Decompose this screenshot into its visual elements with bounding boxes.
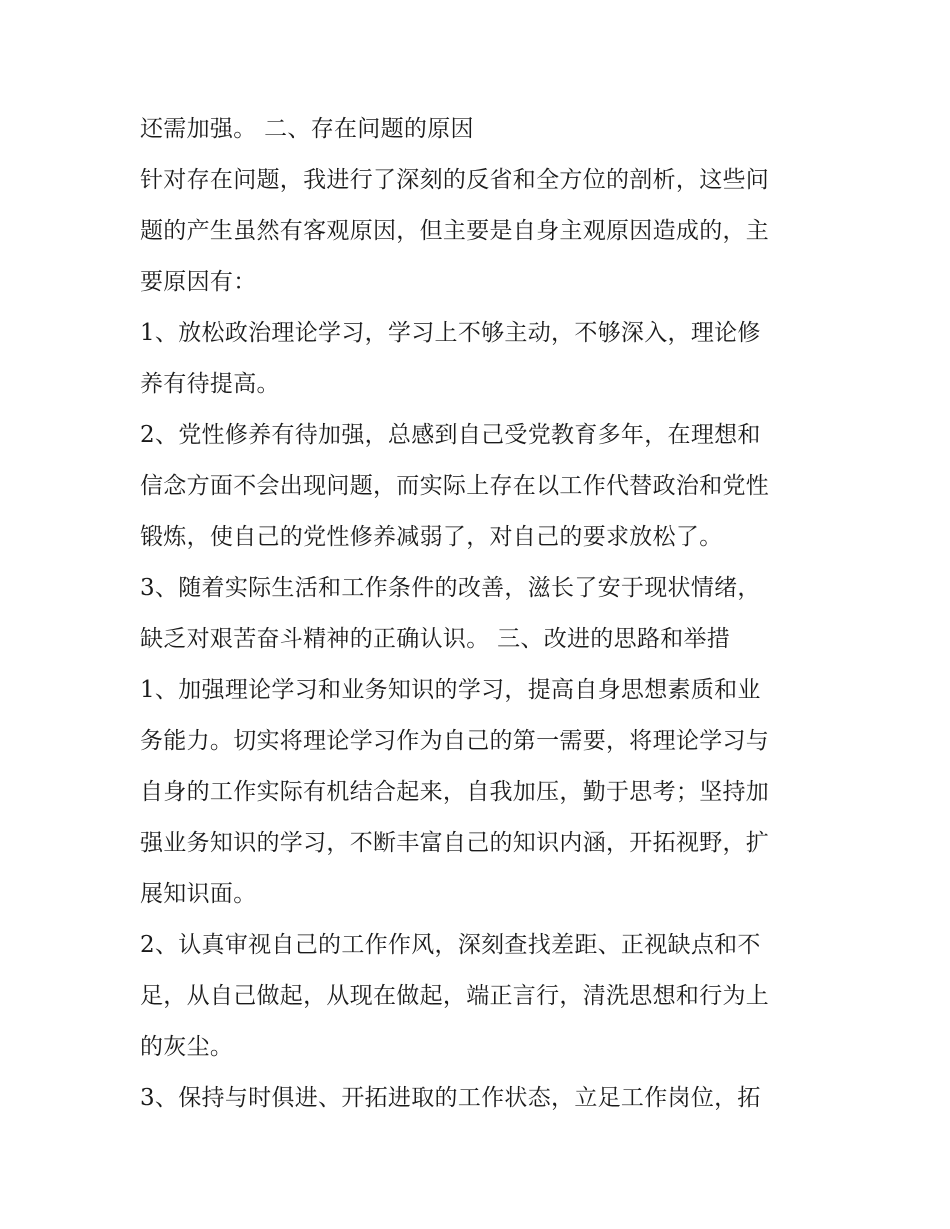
document-body xyxy=(140,104,820,1124)
text-line: 锻炼，使自己的党性修养减弱了，对自己的要求放松了。 xyxy=(140,524,723,550)
text-line: 要原因有： xyxy=(140,269,257,295)
text-line: 缺乏对艰苦奋斗精神的正确认识。 三、改进的思路和举措 xyxy=(140,626,731,652)
text-line: 足，从自己做起，从现在做起，端正言行，清洗思想和行为上 xyxy=(140,983,770,1009)
text-line: 养有待提高。 xyxy=(140,371,280,397)
text-line: 2、认真审视自己的工作作风，深刻查找差距、正视缺点和不 xyxy=(140,932,761,958)
text-line: 3、保持与时俱进、开拓进取的工作状态，立足工作岗位，拓 xyxy=(140,1085,761,1111)
text-line: 强业务知识的学习，不断丰富自己的知识内涵，开拓视野，扩 xyxy=(140,830,770,856)
text-line: 展知识面。 xyxy=(140,881,257,907)
text-line: 1、加强理论学习和业务知识的学习，提高自身思想素质和业 xyxy=(140,677,761,703)
text-line: 的灰尘。 xyxy=(140,1034,234,1060)
text-line: 信念方面不会出现问题，而实际上存在以工作代替政治和党性 xyxy=(140,473,770,499)
text-line: 务能力。切实将理论学习作为自己的第一需要，将理论学习与 xyxy=(140,728,770,754)
text-line: 题的产生虽然有客观原因，但主要是自身主观原因造成的，主 xyxy=(140,218,770,244)
text-line: 1、放松政治理论学习，学习上不够主动，不够深入，理论修 xyxy=(140,320,761,346)
text-line: 自身的工作实际有机结合起来，自我加压，勤于思考；坚持加 xyxy=(140,779,770,805)
text-line: 2、党性修养有待加强，总感到自己受党教育多年，在理想和 xyxy=(140,422,761,448)
text-line: 3、随着实际生活和工作条件的改善，滋长了安于现状情绪， xyxy=(140,575,761,601)
text-line: 针对存在问题，我进行了深刻的反省和全方位的剖析，这些问 xyxy=(140,167,770,193)
text-line: 还需加强。 二、存在问题的原因 xyxy=(140,116,474,142)
